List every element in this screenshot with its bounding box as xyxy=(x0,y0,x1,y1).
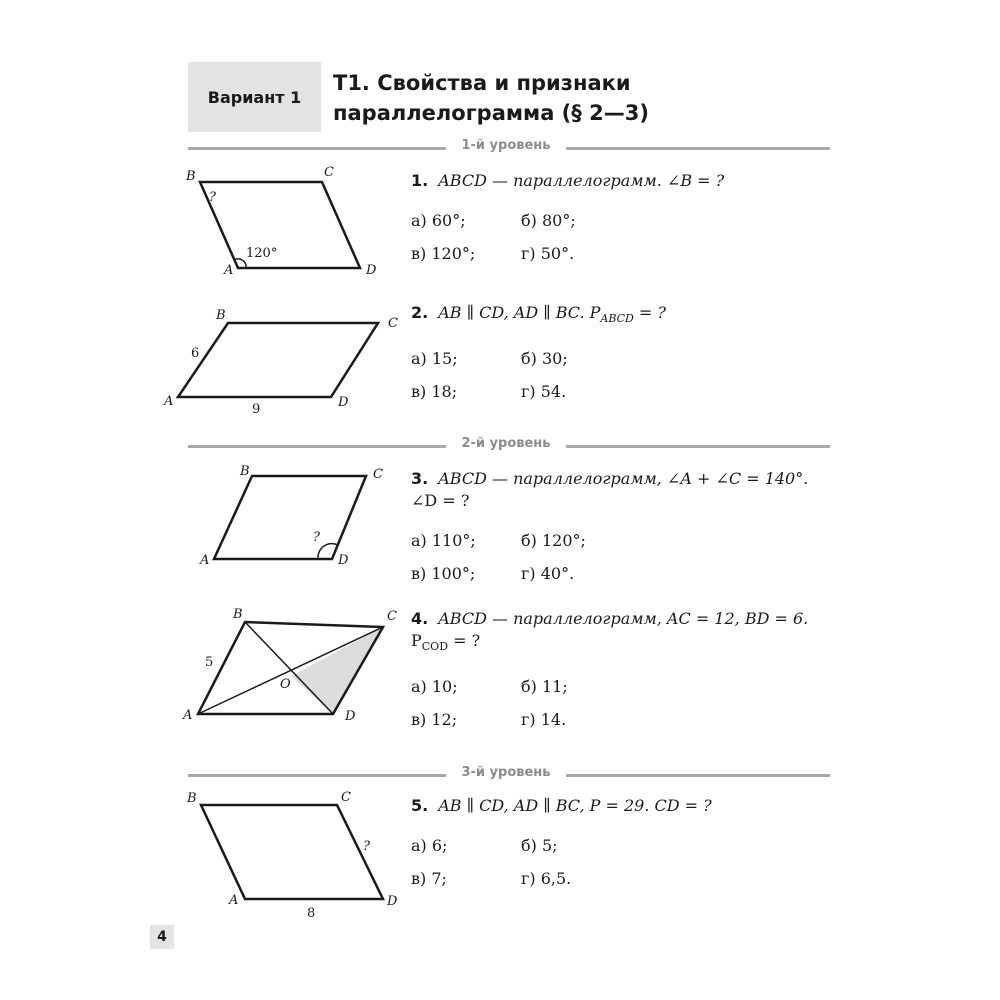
variant-label: Вариант 1 xyxy=(188,62,321,132)
option-v[interactable]: в) 7; xyxy=(411,868,447,888)
answer-options xyxy=(411,204,831,270)
question-body: ABCD — параллелограмм. ∠B = ? xyxy=(438,171,725,190)
divider-rule xyxy=(188,147,446,150)
answer-options xyxy=(411,524,831,590)
angle-value-mark: 120° xyxy=(246,246,278,261)
perimeter-symbol: P xyxy=(411,631,422,650)
problem-number: 5. xyxy=(411,796,429,815)
parallelogram-shape xyxy=(200,182,360,268)
question-suffix: = ? xyxy=(448,631,481,650)
vertex-label-b: B xyxy=(216,308,226,323)
question-text xyxy=(411,302,831,330)
question-continuation: ∠D = ? xyxy=(411,491,470,510)
vertex-label-b: B xyxy=(240,464,250,479)
page-number: 4 xyxy=(150,925,174,949)
question-text xyxy=(411,795,831,817)
option-a[interactable]: а) 15; xyxy=(411,348,458,368)
problem-5 xyxy=(411,795,831,895)
option-v[interactable]: в) 100°; xyxy=(411,563,476,583)
problem-number: 1. xyxy=(411,171,429,190)
figure-1-parallelogram xyxy=(160,160,390,285)
vertex-label-d: D xyxy=(338,395,349,410)
center-label-o: O xyxy=(280,677,291,692)
side-length-ab: 6 xyxy=(191,346,200,361)
question-text xyxy=(411,170,831,192)
option-b[interactable]: б) 5; xyxy=(521,835,558,855)
vertex-label-c: C xyxy=(324,165,334,180)
answer-options xyxy=(411,829,831,895)
title-line-2: параллелограмма (§ 2—3) xyxy=(333,101,649,125)
option-g[interactable]: г) 14. xyxy=(521,709,567,729)
side-length-ab: 5 xyxy=(205,655,214,670)
option-g[interactable]: г) 54. xyxy=(521,381,567,401)
divider-rule xyxy=(566,147,830,150)
vertex-label-a: A xyxy=(229,893,239,908)
question-text xyxy=(411,608,831,630)
problem-2 xyxy=(411,302,831,408)
question-continuation xyxy=(411,630,831,658)
problem-number: 4. xyxy=(411,609,429,628)
option-b[interactable]: б) 120°; xyxy=(521,530,586,550)
option-b[interactable]: б) 11; xyxy=(521,676,568,696)
side-length-ad: 8 xyxy=(307,906,316,921)
page-title xyxy=(333,68,853,128)
parallelogram-shape xyxy=(178,323,378,397)
question-body: ABCD — параллелограмм, AC = 12, BD = 6. xyxy=(438,609,809,628)
unknown-angle-mark: ? xyxy=(209,190,216,205)
vertex-label-c: C xyxy=(373,467,383,482)
option-b[interactable]: б) 30; xyxy=(521,348,568,368)
option-a[interactable]: а) 10; xyxy=(411,676,458,696)
question-body: AB ∥ CD, AD ∥ BC, P = 29. CD = ? xyxy=(438,796,712,815)
divider-rule xyxy=(566,774,830,777)
vertex-label-c: C xyxy=(387,609,397,624)
side-length-ad: 9 xyxy=(252,402,261,417)
option-a[interactable]: а) 60°; xyxy=(411,210,466,230)
figure-3-parallelogram xyxy=(190,460,400,575)
level-divider-1 xyxy=(188,138,830,158)
title-line-1: Т1. Свойства и признаки xyxy=(333,71,631,95)
vertex-label-d: D xyxy=(387,894,398,909)
vertex-label-c: C xyxy=(388,316,398,331)
option-g[interactable]: г) 40°. xyxy=(521,563,575,583)
question-body: AB ∥ CD, AD ∥ BC. P xyxy=(438,303,601,322)
question-suffix: = ? xyxy=(633,303,666,322)
level-divider-2 xyxy=(188,436,830,456)
option-g[interactable]: г) 50°. xyxy=(521,243,575,263)
vertex-label-a: A xyxy=(164,394,174,409)
vertex-label-c: C xyxy=(341,790,351,805)
problem-number: 2. xyxy=(411,303,429,322)
option-g[interactable]: г) 6,5. xyxy=(521,868,572,888)
perimeter-subscript: COD xyxy=(421,640,449,654)
parallelogram-shape xyxy=(201,805,383,899)
vertex-label-a: A xyxy=(183,708,193,723)
figure-2-parallelogram xyxy=(160,305,410,420)
option-a[interactable]: а) 6; xyxy=(411,835,448,855)
level-label: 1-й уровень xyxy=(461,138,551,153)
vertex-label-d: D xyxy=(345,709,356,724)
shaded-triangle-cod xyxy=(291,627,383,714)
question-text xyxy=(411,468,831,490)
vertex-label-b: B xyxy=(187,791,197,806)
vertex-label-b: B xyxy=(186,169,196,184)
level-divider-3 xyxy=(188,765,830,785)
option-v[interactable]: в) 18; xyxy=(411,381,458,401)
divider-rule xyxy=(188,774,446,777)
vertex-label-d: D xyxy=(338,553,349,568)
parallelogram-shape xyxy=(214,476,366,559)
option-a[interactable]: а) 110°; xyxy=(411,530,476,550)
problem-1 xyxy=(411,170,831,270)
unknown-side-mark: ? xyxy=(363,839,370,854)
option-v[interactable]: в) 12; xyxy=(411,709,458,729)
answer-options xyxy=(411,342,831,408)
perimeter-subscript: ABCD xyxy=(600,312,634,326)
vertex-label-a: A xyxy=(224,263,234,278)
figure-4-parallelogram xyxy=(175,600,405,730)
question-body: ABCD — параллелограмм, ∠A + ∠C = 140°. xyxy=(438,469,809,488)
option-b[interactable]: б) 80°; xyxy=(521,210,576,230)
problem-4 xyxy=(411,608,831,736)
problem-3 xyxy=(411,468,831,590)
vertex-label-b: B xyxy=(233,607,243,622)
unknown-angle-mark: ? xyxy=(313,530,320,545)
level-label: 2-й уровень xyxy=(461,436,551,451)
level-label: 3-й уровень xyxy=(461,765,551,780)
divider-rule xyxy=(188,445,446,448)
option-v[interactable]: в) 120°; xyxy=(411,243,476,263)
answer-options xyxy=(411,670,831,736)
divider-rule xyxy=(566,445,830,448)
problem-number: 3. xyxy=(411,469,429,488)
figure-5-parallelogram xyxy=(175,785,405,925)
vertex-label-a: A xyxy=(200,553,210,568)
vertex-label-d: D xyxy=(366,263,377,278)
